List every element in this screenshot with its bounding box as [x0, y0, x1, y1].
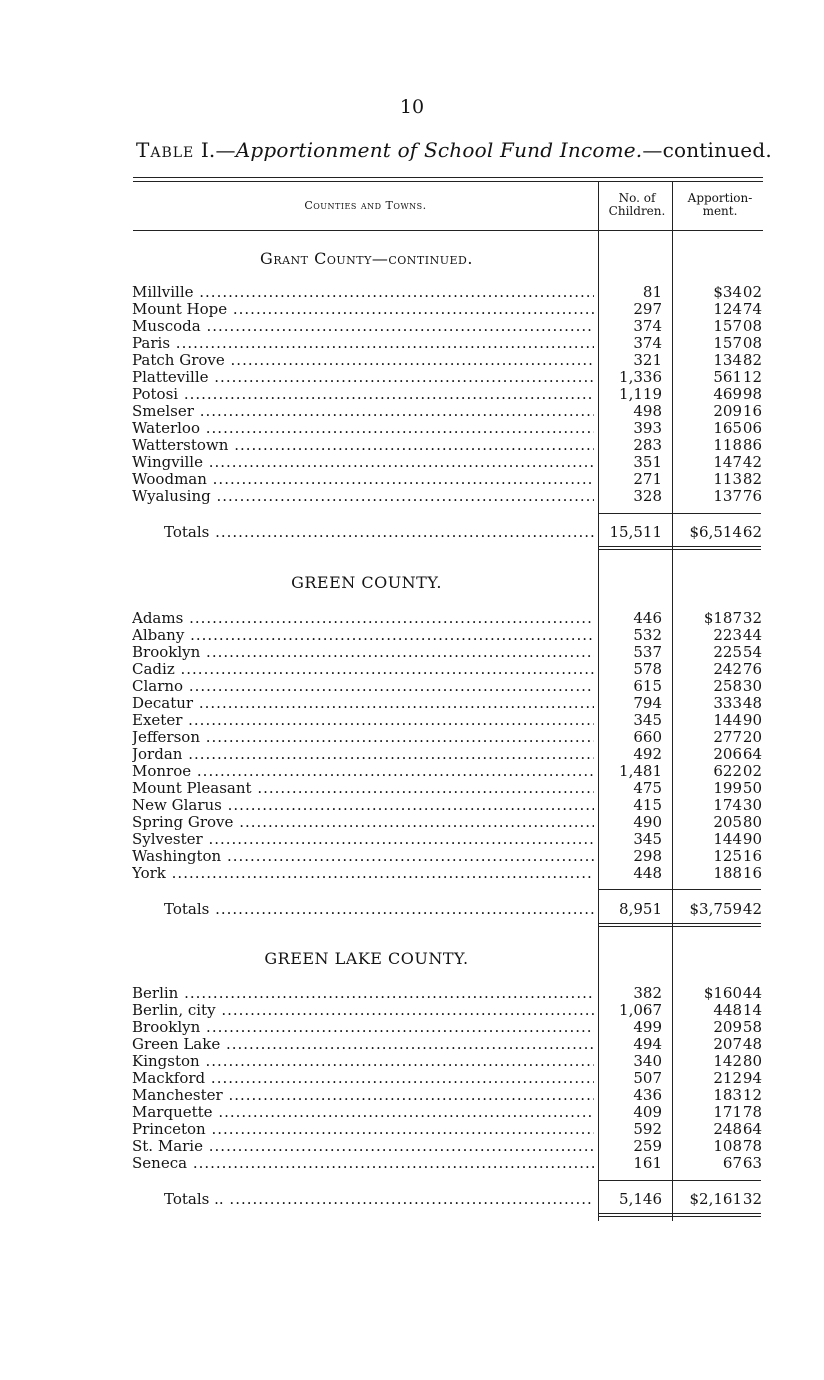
town-name: Princeton .....: [132, 1121, 594, 1138]
children-count: 490: [633, 813, 662, 831]
apportionment-cents: 08: [742, 334, 762, 352]
table-row: [132, 712, 764, 729]
totals-label: Totals .. .....: [164, 1191, 594, 1208]
apportionment-dollars: 125: [713, 847, 742, 865]
children-count: 283: [633, 436, 662, 454]
sum-rule-green: [599, 889, 761, 890]
table-row: [132, 301, 764, 318]
table-row: [132, 695, 764, 712]
totals-row-green: [132, 901, 764, 918]
apportionment-cents: 64: [742, 745, 762, 763]
apportionment-dollars: 171: [713, 1103, 742, 1121]
children-count: 328: [633, 487, 662, 505]
table-row: [132, 369, 764, 386]
totals-children: 15,511: [609, 523, 662, 541]
table-row: [132, 814, 764, 831]
apportionment-dollars: 248: [713, 1120, 742, 1138]
town-name: Jefferson .....: [132, 729, 594, 746]
apportionment-cents: 20: [742, 728, 762, 746]
totals-dollars: $2,161: [689, 1190, 742, 1208]
children-count: 507: [633, 1069, 662, 1087]
town-name: Smelser .....: [132, 403, 594, 420]
totals-dollars: $6,514: [689, 523, 742, 541]
children-count: 446: [633, 609, 662, 627]
apportionment-dollars: 469: [713, 385, 742, 403]
table-row: [132, 610, 764, 627]
apportionment-dollars: 118: [713, 436, 742, 454]
town-name: Brooklyn .....: [132, 644, 594, 661]
totals-children: 5,146: [619, 1190, 662, 1208]
apportionment-cents: 42: [742, 453, 762, 471]
apportionment-cents: 54: [742, 643, 762, 661]
town-name: Decatur .....: [132, 695, 594, 712]
apportionment-cents: 76: [742, 487, 762, 505]
town-name: Woodman .....: [132, 471, 594, 488]
table-row: [132, 1070, 764, 1087]
children-count: 475: [633, 779, 662, 797]
children-count: 537: [633, 643, 662, 661]
apportionment-cents: 14: [742, 1001, 762, 1019]
table-row: [132, 471, 764, 488]
apportionment-dollars: 137: [713, 487, 742, 505]
apportionment-dollars: 134: [713, 351, 742, 369]
town-name: Kingston .....: [132, 1053, 594, 1070]
town-name: Spring Grove .....: [132, 814, 594, 831]
apportionment-cents: 98: [742, 385, 762, 403]
table-row: [132, 284, 764, 301]
table-row: [132, 437, 764, 454]
apportionment-cents: 58: [742, 1018, 762, 1036]
table-row: [132, 831, 764, 848]
children-count: 259: [633, 1137, 662, 1155]
table-row: [132, 403, 764, 420]
apportionment-dollars: $187: [703, 609, 742, 627]
column-header-counties: Counties and Towns.: [304, 199, 427, 212]
table-row: [132, 1155, 764, 1172]
town-name: Mount Pleasant .....: [132, 780, 594, 797]
children-count: 532: [633, 626, 662, 644]
apportionment-dollars: 147: [713, 453, 742, 471]
town-name: Berlin, city .....: [132, 1002, 594, 1019]
table-row: [132, 335, 764, 352]
children-count: 298: [633, 847, 662, 865]
town-name: Potosi .....: [132, 386, 594, 403]
apportionment-cents: 12: [742, 368, 762, 386]
children-count: 345: [633, 711, 662, 729]
total-rule-grant-2: [599, 549, 761, 550]
town-name: Millville .....: [132, 284, 594, 301]
children-count: 499: [633, 1018, 662, 1036]
totals-cents: 32: [742, 1190, 762, 1208]
table-row: [132, 352, 764, 369]
apportionment-dollars: 206: [713, 745, 742, 763]
table-row: [132, 627, 764, 644]
table-row: [132, 420, 764, 437]
apportionment-cents: 16: [742, 864, 762, 882]
totals-row-grant: [132, 524, 764, 541]
town-name: Green Lake .....: [132, 1036, 594, 1053]
town-name: Berlin .....: [132, 985, 594, 1002]
children-count: 415: [633, 796, 662, 814]
town-name: Paris .....: [132, 335, 594, 352]
table-row: [132, 644, 764, 661]
table-row: [132, 678, 764, 695]
table-row: [132, 985, 764, 1002]
apportionment-dollars: 448: [713, 1001, 742, 1019]
town-name: Monroe .....: [132, 763, 594, 780]
apportionment-cents: 12: [742, 1086, 762, 1104]
apportionment-dollars: 199: [713, 779, 742, 797]
apportionment-cents: 02: [742, 762, 762, 780]
column-header-apportionment-line1: Apportion-: [687, 191, 753, 205]
town-name: Muscoda .....: [132, 318, 594, 335]
apportionment-dollars: 183: [713, 1086, 742, 1104]
children-count: 345: [633, 830, 662, 848]
children-count: 161: [633, 1154, 662, 1172]
apportionment-cents: 32: [742, 609, 762, 627]
apportionment-cents: 82: [742, 351, 762, 369]
column-header-apportionment: [675, 192, 765, 218]
children-count: 498: [633, 402, 662, 420]
totals-dollars: $3,759: [689, 900, 742, 918]
table-row: [132, 865, 764, 882]
table-row: [132, 1121, 764, 1138]
table-row: [132, 763, 764, 780]
page-number: 10: [399, 96, 425, 118]
town-name: Sylvester .....: [132, 831, 594, 848]
column-header-children-line2: Children.: [608, 204, 666, 218]
apportionment-cents: 86: [742, 436, 762, 454]
table-row: [132, 454, 764, 471]
town-name: Albany .....: [132, 627, 594, 644]
apportionment-dollars: 157: [713, 317, 742, 335]
sum-rule-grant: [599, 513, 761, 514]
town-name: Cadiz .....: [132, 661, 594, 678]
apportionment-dollars: 124: [713, 300, 742, 318]
apportionment-cents: 44: [742, 626, 762, 644]
table-row: [132, 488, 764, 505]
town-name: Washington .....: [132, 848, 594, 865]
table-row: [132, 729, 764, 746]
children-count: 374: [633, 317, 662, 335]
apportionment-cents: 74: [742, 300, 762, 318]
town-name: Brooklyn .....: [132, 1019, 594, 1036]
apportionment-cents: 30: [742, 677, 762, 695]
town-name: Manchester .....: [132, 1087, 594, 1104]
town-name: Wyalusing .....: [132, 488, 594, 505]
apportionment-cents: 30: [742, 796, 762, 814]
apportionment-dollars: 174: [713, 796, 742, 814]
apportionment-dollars: 144: [713, 711, 742, 729]
apportionment-cents: 44: [742, 984, 762, 1002]
apportionment-dollars: 209: [713, 1018, 742, 1036]
column-header-children: [601, 192, 673, 218]
apportionment-cents: 02: [742, 283, 762, 301]
children-count: 81: [642, 283, 662, 301]
apportionment-dollars: 277: [713, 728, 742, 746]
apportionment-dollars: 223: [713, 626, 742, 644]
header-rule-bottom: [133, 230, 763, 231]
totals-label: Totals .....: [164, 524, 594, 541]
town-name: New Glarus .....: [132, 797, 594, 814]
children-count: 1,336: [619, 368, 662, 386]
apportionment-cents: 80: [742, 1052, 762, 1070]
apportionment-cents: 06: [742, 419, 762, 437]
town-name: Mackford .....: [132, 1070, 594, 1087]
town-name: Platteville .....: [132, 369, 594, 386]
total-rule-green-1: [599, 923, 761, 924]
apportionment-dollars: $160: [703, 984, 742, 1002]
children-count: 578: [633, 660, 662, 678]
town-name: Waterloo .....: [132, 420, 594, 437]
town-name: Adams .....: [132, 610, 594, 627]
apportionment-dollars: 561: [713, 368, 742, 386]
apportionment-cents: 16: [742, 847, 762, 865]
total-rule-green-lake-2: [599, 1216, 761, 1217]
town-name: Mount Hope .....: [132, 301, 594, 318]
town-name: Seneca .....: [132, 1155, 594, 1172]
children-count: 409: [633, 1103, 662, 1121]
apportionment-dollars: 333: [713, 694, 742, 712]
table-row: [132, 1053, 764, 1070]
totals-cents: 42: [742, 900, 762, 918]
apportionment-cents: 78: [742, 1103, 762, 1121]
apportionment-dollars: 205: [713, 813, 742, 831]
apportionment-cents: 48: [742, 694, 762, 712]
apportionment-dollars: 207: [713, 1035, 742, 1053]
column-header-children-line1: No. of: [618, 191, 656, 205]
town-name: Wingville .....: [132, 454, 594, 471]
town-name: Jordan .....: [132, 746, 594, 763]
town-name: York .....: [132, 865, 594, 882]
header-rule-top-2: [133, 181, 763, 182]
section-title-grant-county: Grant County—continued.: [260, 249, 473, 268]
sum-rule-green-lake: [599, 1180, 761, 1181]
apportionment-cents: 76: [742, 660, 762, 678]
apportionment-cents: 16: [742, 402, 762, 420]
totals-row-green-lake: [132, 1191, 764, 1208]
children-count: 494: [633, 1035, 662, 1053]
total-rule-grant-1: [599, 546, 761, 547]
apportionment-cents: 64: [742, 1120, 762, 1138]
table-row: [132, 1087, 764, 1104]
section-title-green-county: GREEN COUNTY.: [291, 573, 442, 592]
apportionment-cents: 50: [742, 779, 762, 797]
town-name: Clarno .....: [132, 678, 594, 695]
town-name: Marquette .....: [132, 1104, 594, 1121]
table-row: [132, 780, 764, 797]
apportionment-dollars: 165: [713, 419, 742, 437]
table-row: [132, 848, 764, 865]
apportionment-cents: 08: [742, 317, 762, 335]
children-count: 448: [633, 864, 662, 882]
children-count: 382: [633, 984, 662, 1002]
apportionment-cents: 82: [742, 470, 762, 488]
children-count: 615: [633, 677, 662, 695]
table-row: [132, 386, 764, 403]
apportionment-dollars: 108: [713, 1137, 742, 1155]
children-count: 351: [633, 453, 662, 471]
apportionment-cents: 90: [742, 711, 762, 729]
children-count: 492: [633, 745, 662, 763]
children-count: 340: [633, 1052, 662, 1070]
children-count: 321: [633, 351, 662, 369]
children-count: 271: [633, 470, 662, 488]
apportionment-dollars: $34: [713, 283, 742, 301]
apportionment-cents: 63: [742, 1154, 762, 1172]
apportionment-dollars: 144: [713, 830, 742, 848]
apportionment-dollars: 157: [713, 334, 742, 352]
table-title: [136, 138, 772, 162]
table-row: [132, 797, 764, 814]
table-row: [132, 661, 764, 678]
apportionment-cents: 90: [742, 830, 762, 848]
children-count: 1,119: [619, 385, 662, 403]
section-title-green-lake-county: GREEN LAKE COUNTY.: [264, 949, 469, 968]
town-name: St. Marie .....: [132, 1138, 594, 1155]
town-name: Watterstown .....: [132, 437, 594, 454]
children-count: 1,067: [619, 1001, 662, 1019]
apportionment-dollars: 242: [713, 660, 742, 678]
total-rule-green-lake-1: [599, 1213, 761, 1214]
table-title-suffix: —continued.: [642, 138, 772, 162]
town-name: Patch Grove .....: [132, 352, 594, 369]
children-count: 436: [633, 1086, 662, 1104]
apportionment-dollars: 209: [713, 402, 742, 420]
children-count: 794: [633, 694, 662, 712]
table-title-number: I.—: [200, 138, 236, 162]
total-rule-green-2: [599, 926, 761, 927]
apportionment-dollars: 188: [713, 864, 742, 882]
table-row: [132, 1002, 764, 1019]
totals-cents: 62: [742, 523, 762, 541]
apportionment-dollars: 225: [713, 643, 742, 661]
table-row: [132, 1138, 764, 1155]
apportionment-dollars: 622: [713, 762, 742, 780]
apportionment-dollars: 113: [713, 470, 742, 488]
apportionment-cents: 78: [742, 1137, 762, 1155]
table-row: [132, 1019, 764, 1036]
apportionment-dollars: 212: [713, 1069, 742, 1087]
children-count: 660: [633, 728, 662, 746]
town-name: Exeter .....: [132, 712, 594, 729]
table-row: [132, 318, 764, 335]
totals-label: Totals .....: [164, 901, 594, 918]
children-count: 393: [633, 419, 662, 437]
table-row: [132, 1036, 764, 1053]
children-count: 592: [633, 1120, 662, 1138]
header-rule-top: [133, 177, 763, 178]
apportionment-dollars: 258: [713, 677, 742, 695]
apportionment-cents: 80: [742, 813, 762, 831]
apportionment-cents: 94: [742, 1069, 762, 1087]
children-count: 374: [633, 334, 662, 352]
totals-children: 8,951: [619, 900, 662, 918]
apportionment-cents: 48: [742, 1035, 762, 1053]
apportionment-dollars: 67: [722, 1154, 742, 1172]
table-title-italic: Apportionment of School Fund Income.: [235, 138, 643, 162]
table-row: [132, 746, 764, 763]
children-count: 1,481: [619, 762, 662, 780]
apportionment-dollars: 142: [713, 1052, 742, 1070]
table-row: [132, 1104, 764, 1121]
table-title-prefix: Table: [136, 138, 195, 162]
children-count: 297: [633, 300, 662, 318]
column-header-apportionment-line2: ment.: [702, 204, 738, 218]
